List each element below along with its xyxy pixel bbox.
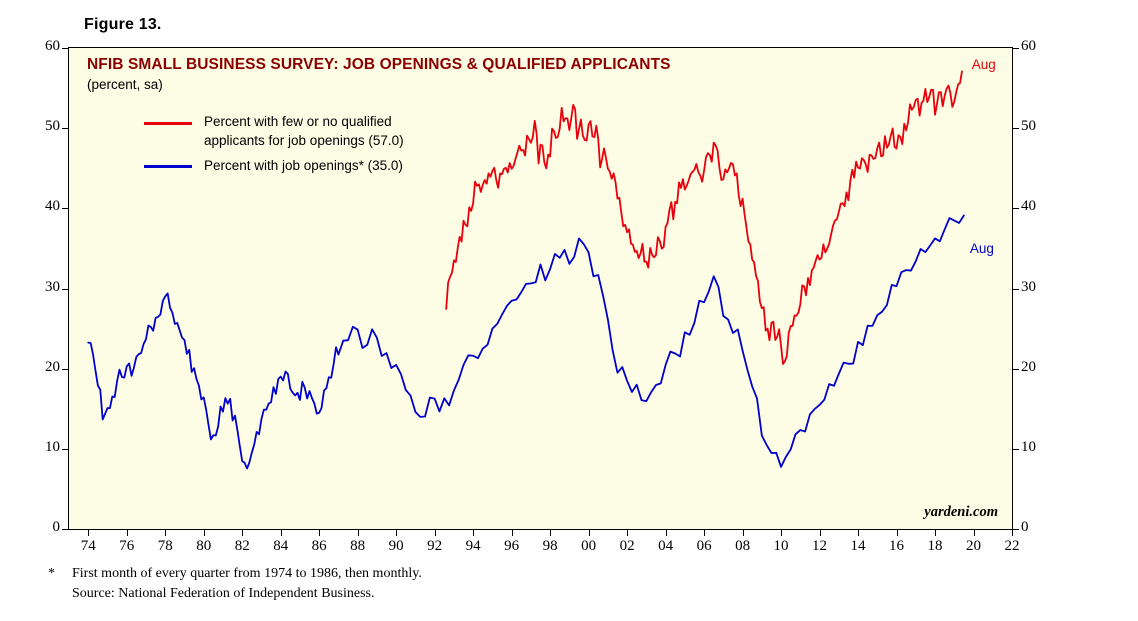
x-axis-tick-mark <box>820 530 821 536</box>
y-axis-tick-label-left: 10 <box>45 438 60 455</box>
x-axis-tick-mark <box>242 530 243 536</box>
x-axis-tick-label: 88 <box>350 538 366 554</box>
x-axis-tick-label: 02 <box>619 538 635 554</box>
legend-label-blue: Percent with job openings* (35.0) <box>204 158 403 173</box>
annotation-aug-blue: Aug <box>969 241 994 257</box>
footnote-line-1: First month of every quarter from 1974 to 1986, then monthly. <box>72 566 422 581</box>
x-axis-tick-label: 82 <box>234 538 250 554</box>
y-axis-tick-mark <box>1013 369 1019 370</box>
y-axis-tick-mark <box>62 369 68 370</box>
y-axis-tick-mark <box>1013 529 1019 530</box>
x-axis-tick-label: 00 <box>581 538 597 554</box>
annotation-aug-red: Aug <box>971 57 996 73</box>
x-axis-tick-mark <box>974 530 975 536</box>
y-axis-tick-label-left: 40 <box>45 198 60 215</box>
y-axis-tick-mark <box>62 529 68 530</box>
y-axis-tick-mark <box>62 48 68 49</box>
x-axis-tick-label: 10 <box>773 538 789 554</box>
chart-title: NFIB SMALL BUSINESS SURVEY: JOB OPENINGS & QUALIFIED APPLICANTS <box>87 56 671 73</box>
x-axis-tick-mark <box>781 530 782 536</box>
x-axis-tick-mark <box>550 530 551 536</box>
y-axis-tick-label-right: 0 <box>1021 519 1029 535</box>
x-axis-tick-mark <box>204 530 205 536</box>
x-axis-tick-label: 86 <box>311 538 327 554</box>
y-axis-tick-mark <box>1013 128 1019 129</box>
x-axis-tick-mark <box>473 530 474 536</box>
y-axis-tick-label-left: 30 <box>45 278 60 295</box>
chart-plot-area <box>68 47 1013 530</box>
legend-label-red-line2: applicants for job openings (57.0) <box>204 133 404 148</box>
x-axis-tick-mark <box>897 530 898 536</box>
x-axis-tick-mark <box>589 530 590 536</box>
x-axis-tick-label: 90 <box>388 538 404 554</box>
x-axis-tick-mark <box>743 530 744 536</box>
x-axis-tick-label: 84 <box>273 538 289 554</box>
x-axis-tick-mark <box>627 530 628 536</box>
x-axis-tick-mark <box>319 530 320 536</box>
x-axis-tick-label: 92 <box>427 538 443 554</box>
y-axis-tick-label-left: 20 <box>45 358 60 375</box>
x-axis-tick-label: 80 <box>196 538 212 554</box>
y-axis-tick-mark <box>1013 208 1019 209</box>
watermark: yardeni.com <box>924 504 998 520</box>
y-axis-tick-label-right: 20 <box>1021 358 1036 375</box>
x-axis-tick-label: 04 <box>658 538 674 554</box>
x-axis-tick-mark <box>281 530 282 536</box>
x-axis-tick-label: 14 <box>850 538 866 554</box>
x-axis-tick-label: 08 <box>735 538 751 554</box>
plot-inner <box>69 48 1012 529</box>
chart-series-svg <box>69 48 1012 529</box>
x-axis-tick-label: 74 <box>80 538 96 554</box>
x-axis-tick-mark <box>435 530 436 536</box>
x-axis-tick-mark <box>1012 530 1013 536</box>
y-axis-tick-mark <box>62 208 68 209</box>
x-axis-tick-label: 98 <box>542 538 558 554</box>
footnote-marker: * <box>48 566 55 581</box>
x-axis-tick-mark <box>358 530 359 536</box>
x-axis-tick-label: 12 <box>812 538 828 554</box>
y-axis-tick-mark <box>1013 289 1019 290</box>
x-axis-tick-mark <box>165 530 166 536</box>
x-axis-tick-mark <box>396 530 397 536</box>
y-axis-tick-label-left: 0 <box>52 519 60 535</box>
footnote-line-2: Source: National Federation of Independent Business. <box>72 586 375 601</box>
x-axis-tick-mark <box>858 530 859 536</box>
figure-label: Figure 13. <box>84 16 162 33</box>
x-axis-tick-label: 76 <box>119 538 135 554</box>
legend-label-red-line1: Percent with few or no qualified <box>204 114 392 129</box>
y-axis-tick-mark <box>1013 48 1019 49</box>
x-axis-tick-mark <box>127 530 128 536</box>
x-axis-tick-label: 16 <box>889 538 905 554</box>
x-axis-tick-label: 18 <box>927 538 943 554</box>
x-axis-tick-mark <box>704 530 705 536</box>
x-axis-tick-label: 22 <box>1004 538 1020 554</box>
x-axis-tick-label: 06 <box>696 538 712 554</box>
y-axis-tick-label-right: 40 <box>1021 198 1036 215</box>
y-axis-tick-label-right: 30 <box>1021 278 1036 295</box>
y-axis-tick-label-right: 60 <box>1021 38 1036 54</box>
x-axis-tick-label: 78 <box>157 538 173 554</box>
x-axis-tick-label: 96 <box>504 538 520 554</box>
y-axis-tick-mark <box>1013 449 1019 450</box>
y-axis-tick-label-right: 50 <box>1021 118 1036 135</box>
y-axis-tick-mark <box>62 449 68 450</box>
x-axis-tick-mark <box>935 530 936 536</box>
y-axis-tick-mark <box>62 289 68 290</box>
x-axis-tick-mark <box>666 530 667 536</box>
x-axis-tick-label: 20 <box>966 538 981 554</box>
x-axis-tick-label: 94 <box>465 538 481 554</box>
chart-subtitle: (percent, sa) <box>87 77 163 92</box>
y-axis-tick-mark <box>62 128 68 129</box>
y-axis-tick-label-left: 50 <box>45 118 60 135</box>
y-axis-tick-label-right: 10 <box>1021 438 1036 455</box>
x-axis-tick-mark <box>88 530 89 536</box>
y-axis-tick-label-left: 60 <box>45 38 60 54</box>
x-axis-tick-mark <box>512 530 513 536</box>
